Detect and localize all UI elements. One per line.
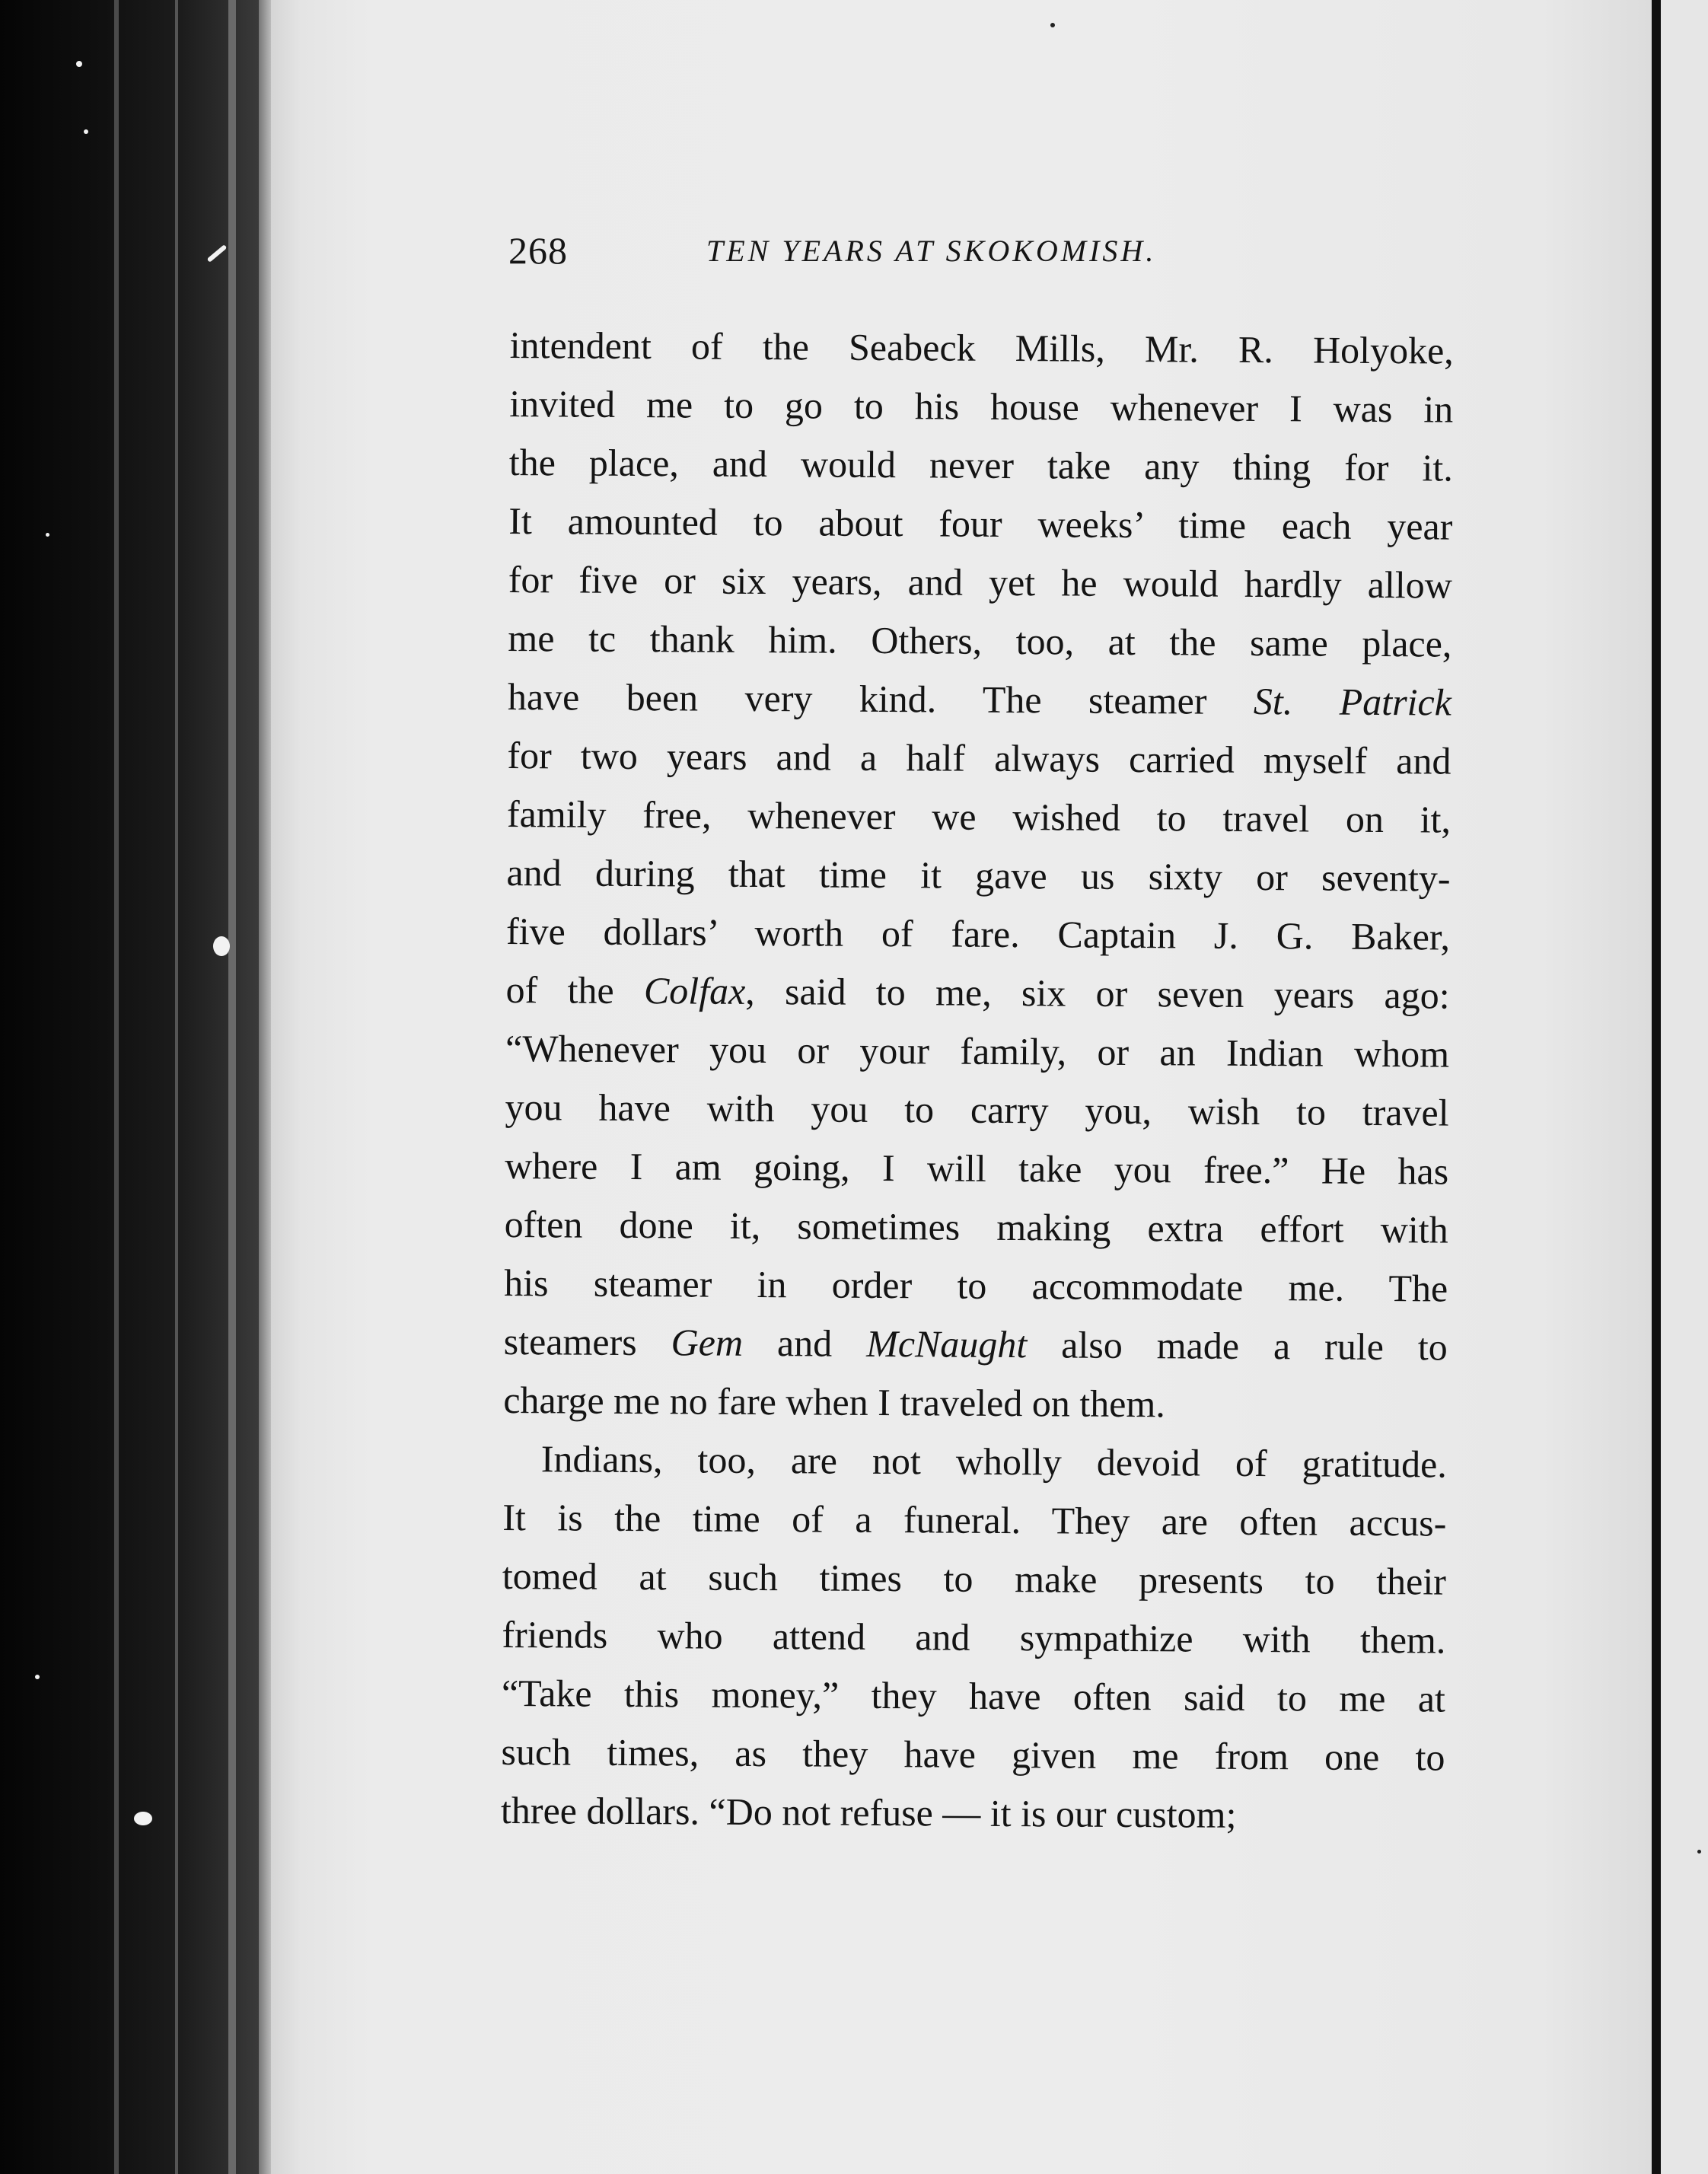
scan-speck — [46, 533, 49, 537]
text-run: and during that time it gave us sixty or seventy- — [506, 850, 1451, 900]
text-run: have been very kind. The steamer — [507, 674, 1254, 722]
text-line — [501, 1781, 1445, 1846]
scan-speck — [213, 936, 230, 956]
scan-speck — [1697, 1850, 1701, 1854]
text-line — [509, 433, 1453, 498]
text-line — [505, 1019, 1449, 1084]
text-run: steamers — [503, 1319, 671, 1364]
text-run: intendent of the Seabeck Mills, Mr. R. Holyoke, — [509, 323, 1454, 372]
text-line — [507, 785, 1451, 850]
page-number: 268 — [508, 229, 568, 272]
scan-speck — [134, 1812, 152, 1825]
text-run: the place, and would never take any thing for it. — [508, 440, 1453, 489]
text-run: charge me no fare when I traveled on them. — [503, 1378, 1165, 1426]
text-line — [504, 1254, 1448, 1318]
text-run: his steamer in order to accommodate me. The — [504, 1261, 1448, 1310]
text-run: Indians, too, are not wholly devoid of gratitude. — [540, 1437, 1447, 1486]
text-run: invited me to go to his house whenever I was in — [509, 381, 1454, 431]
scan-speck — [84, 129, 88, 134]
text-line — [506, 902, 1450, 967]
right-page-edge — [1652, 0, 1661, 2174]
body-text — [501, 316, 1454, 1846]
italic-text-run: Colfax — [643, 969, 746, 1012]
italic-text-run: St. Patrick — [1253, 679, 1452, 724]
text-run: often done it, sometimes making extra effort with — [504, 1202, 1448, 1251]
text-run: five dollars’ worth of fare. Captain J. G. Baker, — [505, 909, 1451, 958]
right-margin-strip — [1661, 0, 1708, 2174]
text-run: It amounted to about four weeks’ time each year — [508, 499, 1453, 548]
text-run: of the — [505, 967, 645, 1012]
italic-text-run: Gem — [671, 1321, 744, 1364]
binding-stripe — [175, 0, 178, 2174]
text-run: you have with you to carry you, wish to travel — [505, 1085, 1449, 1134]
text-run: three dollars. “Do not refuse — it is our custom; — [500, 1788, 1237, 1836]
text-line — [504, 1195, 1448, 1260]
running-title: TEN YEARS AT SKOKOMISH. — [706, 234, 1157, 268]
text-line — [508, 609, 1451, 674]
text-line — [505, 1078, 1448, 1143]
text-run: “Take this money,” they have often said to me at — [501, 1671, 1446, 1720]
text-run: also made a rule to — [1027, 1323, 1448, 1369]
text-line — [503, 1371, 1447, 1436]
italic-text-run: McNaught — [866, 1321, 1028, 1366]
text-run: and — [742, 1321, 867, 1365]
text-line — [506, 843, 1450, 908]
running-header — [508, 228, 1475, 282]
text-run: It is the time of a funeral. They are often accus- — [502, 1495, 1447, 1544]
text-line — [502, 1664, 1445, 1729]
text-line — [510, 316, 1454, 381]
text-run: family free, whenever we wished to travel on it, — [506, 792, 1451, 841]
text-run: such times, as they have given me from one to — [501, 1729, 1445, 1779]
book-binding — [0, 0, 259, 2174]
text-run: for two years and a half always carried myself and — [507, 733, 1451, 783]
page-gutter-edge — [259, 0, 271, 2174]
text-run: , said to me, six or seven years ago: — [745, 969, 1450, 1017]
text-line — [508, 668, 1451, 732]
text-line — [505, 1136, 1448, 1201]
text-line — [502, 1488, 1446, 1553]
text-line — [501, 1723, 1445, 1787]
text-line — [505, 961, 1449, 1025]
binding-stripe — [228, 0, 236, 2174]
text-line — [508, 550, 1452, 615]
scan-speck — [76, 61, 82, 67]
text-line — [509, 375, 1453, 439]
binding-stripe — [114, 0, 119, 2174]
text-run: friends who attend and sympathize with them. — [502, 1612, 1446, 1662]
text-run: “Whenever you or your family, or an Indian whom — [505, 1026, 1450, 1076]
text-line — [502, 1547, 1446, 1611]
text-line — [507, 726, 1451, 791]
text-line — [508, 492, 1452, 556]
text-line — [502, 1605, 1445, 1670]
scan-speck — [1050, 23, 1055, 27]
paragraph — [501, 1430, 1447, 1846]
text-run: tomed at such times to make presents to their — [502, 1554, 1447, 1603]
text-line — [504, 1312, 1448, 1377]
text-run: where I am going, I will take you free.” He has — [505, 1143, 1449, 1193]
text-line — [503, 1430, 1447, 1494]
text-run: me tc thank him. Others, too, at the same place, — [508, 616, 1452, 665]
text-run: for five or six years, and yet he would hardly allow — [508, 557, 1453, 607]
scan-speck — [35, 1675, 40, 1679]
paragraph — [503, 316, 1454, 1436]
